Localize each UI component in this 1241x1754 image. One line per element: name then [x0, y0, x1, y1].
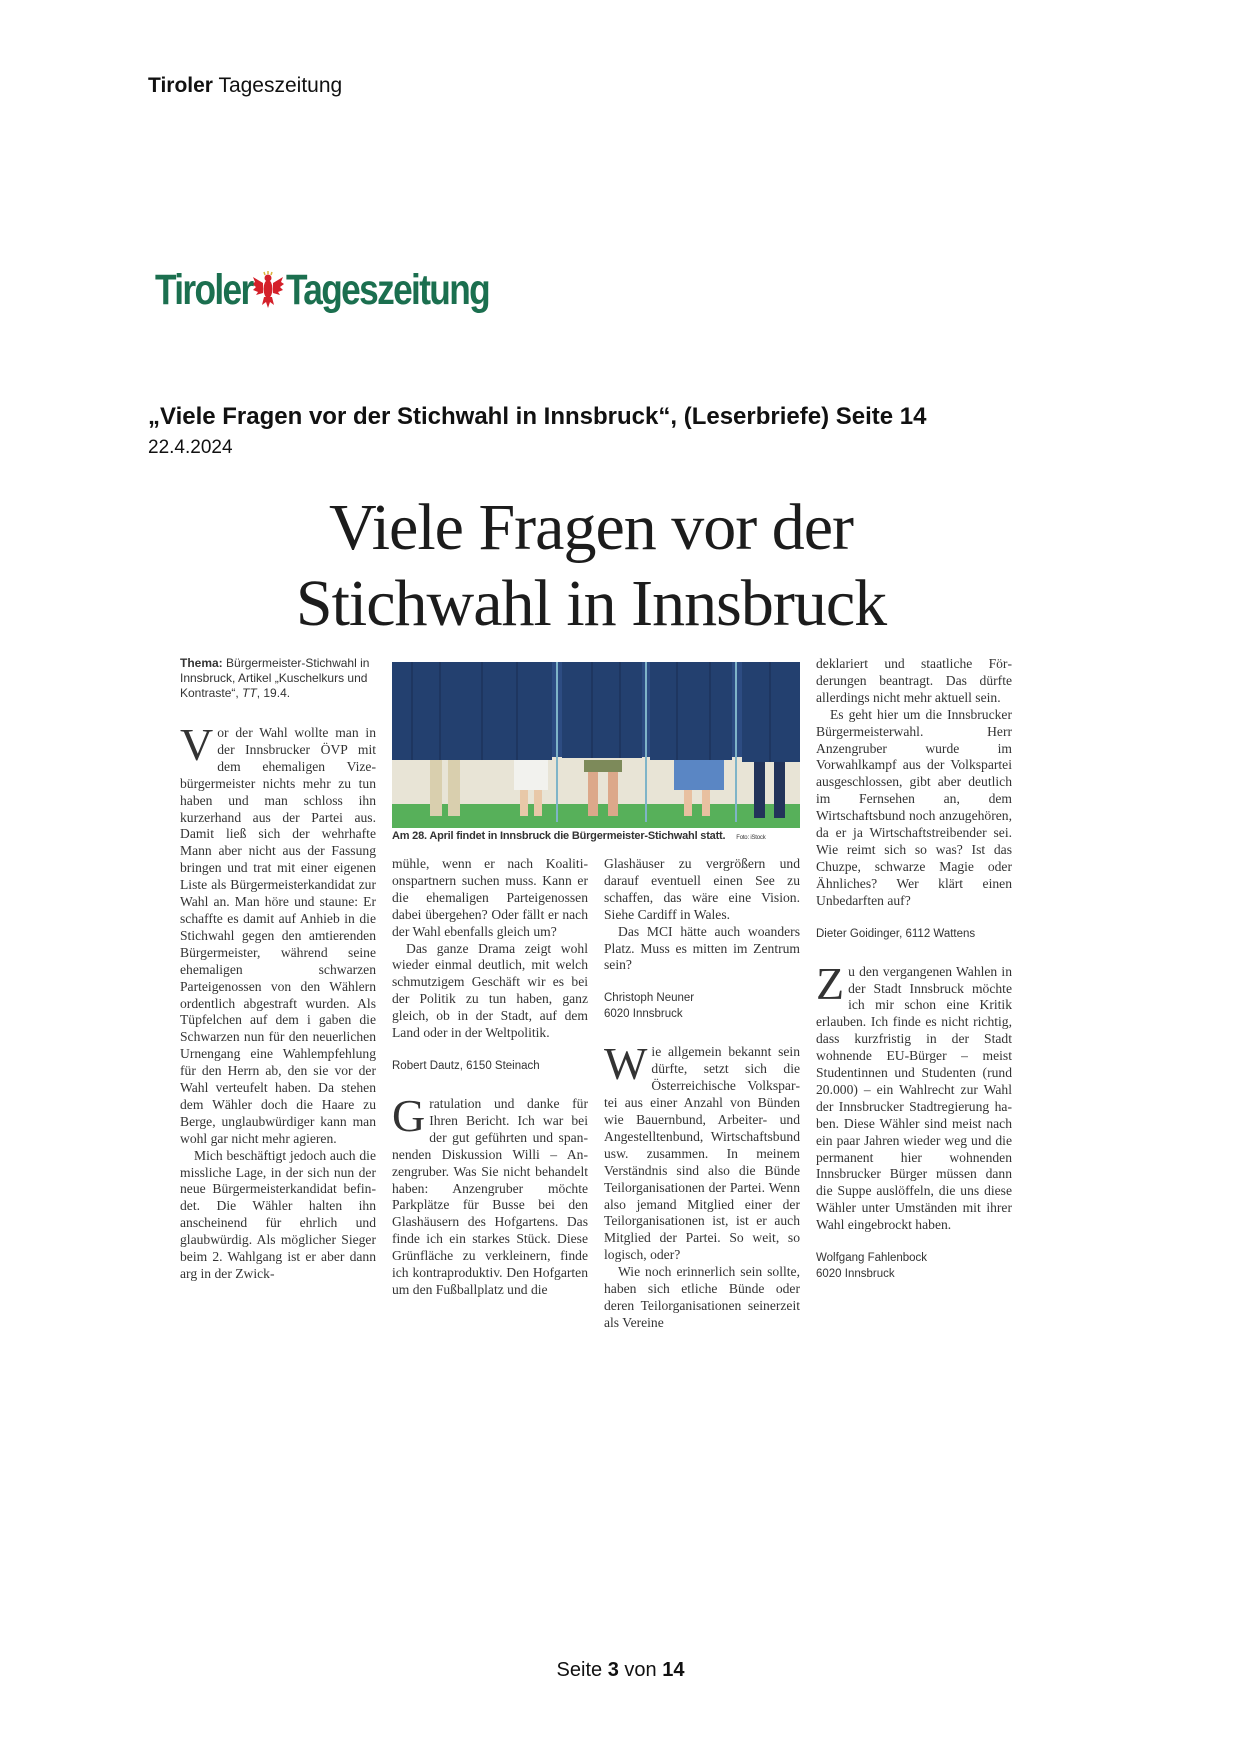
photo-caption — [392, 830, 800, 842]
voting-booths-image — [392, 662, 800, 828]
signature-line: Christoph Neuner — [604, 992, 695, 1005]
article-column-2 — [392, 856, 588, 1299]
page-header-brand — [148, 74, 342, 98]
letter-3-paragraph: Es geht hier um die Innsbrucker Bürgermeisterwahl. Herr Anzengruber wurde im Vorwahlkampf aus der Volkspartei ausgeschlossen, gibt aber deutlich im Fernsehen an, dem Wirtschaftsbund noch anzugehören, da er ja Wirtschaftstreibender sei. Wie reimt sich so was? Ist das Chuzpe, schwarze Magie oder Ähnliches? Wer klärt einen Unbedarften auf? — [816, 706, 1012, 908]
letter-2-paragraph: Gratulation und danke für Ihren Bericht. Ich war bei der gut geführten und spannenden Diskussion Willi – Anzengruber. Was Sie nicht behandelt haben: Anzengruber möchte Parkplätze für Busse bei den Glashäusern des Hofgartens. Das finde ich ein starkes Stück. Diese Grünfläche zu verkleinern, finde ich kontraproduktiv. Den Hofgarten um den Fußballplatz und die — [392, 1089, 588, 1297]
logo-word-tageszeitung: Tageszeitung — [286, 265, 490, 314]
article-column-1 — [180, 656, 376, 1283]
total-pages: 14 — [662, 1659, 685, 1681]
letter-2-paragraph: Das MCI hätte auch woanders Platz. Muss es mitten im Zentrum sein? — [604, 923, 800, 973]
letter-3-paragraph: Wie allgemein bekannt sein dürfte, setzt sich die Österreichische Volkspartei aus einer Anzahl von Bünden wie Bauernbund, Arbeiter- und Angestelltenbund, Wirtschaftsbund usw. zusammen. In meinem Verständnis sind also die Bünde Teilorganisationen der Partei. Wenn also jemand Mitglied einer der Teilorganisationen ist, ist er auch Mitglied der Partei. So weit, so logisch, oder? — [604, 1038, 800, 1263]
letter-1-paragraph: mühle, wenn er nach Koalitionspartnern suchen muss. Kann er die ehemaligen Parteigenossen dabei übergehen? Oder fällt er nach der Wahl ebenfalls gleich um? — [392, 856, 588, 939]
topic-text: Bürgermeister-Stichwahl in Innsbruck, Artikel „Kuschelkurs und Kontraste“, — [180, 656, 370, 700]
dropcap: G — [392, 1089, 426, 1141]
article-headline-line2: Stichwahl in Innsbruck — [295, 567, 887, 640]
tyrolean-eagle-icon — [252, 271, 284, 309]
dropcap: V — [180, 719, 214, 770]
letter-3-paragraph: Wie noch erinnerlich sein sollte, haben sich etliche Bünde oder deren Teilorganisationen seinerzeit als Vereine — [604, 1264, 800, 1330]
topic-note — [180, 656, 376, 701]
letter-1-paragraph: Das ganze Drama zeigt wohl wieder einmal deutlich, mit welch schmutzigem Geschäft wir es bei der Politik zu tun haben, ganz gleich, ob in der Stadt, auf dem Land oder in der Weltpolitik. — [392, 940, 588, 1041]
letter-1-paragraph: Mich beschäftigt jedoch auch die missliche Lage, in der sich nun der neue Bürgermeisterkandidat befindet. Die Wähler halten ihn anscheinend für ehrlich und glaubwürdig. Als möglicher Sieger beim 2. Wahlgang ist er aber dann arg in der Zwick- — [180, 1147, 376, 1281]
brand-regular: Tageszeitung — [218, 74, 343, 97]
signature-line: 6020 Innsbruck — [816, 1268, 895, 1281]
logo-word-tiroler: Tiroler — [155, 265, 253, 314]
letter-1-paragraph: Vor der Wahl wollte man in der Innsbrucker ÖVP mit dem ehemaligen Vizebürgermeister nichts mehr zu tun haben und man schloss ihn kurzerhand aus der Partei aus. Damit ließ sich der wehrhafte Mann aber nicht aus der Fassung bringen und trat mit einer eigenen Liste als Bürgermeisterkandidat zur Wahl an. Man höre und staune: Er schaffte es damit auf Anhieb in die Stichwahl gegen den amtierenden Bürgermeister, während seine ehemaligen schwarzen Parteigenossen von den Wählern ordentlich abgestraft wurden. Als Tüpfelchen auf dem i gaben die Schwarzen nun für den neuerlichen Urnengang eine Wahlempfehlung für den Herrn ab, den sie vor der Wahl verteufelt haben. Da stehen dem Wähler doch die Haare zu Berge, unglaubwürdiger kann man wohl gar nicht mehr agieren. — [180, 719, 376, 1146]
topic-source: TT — [242, 686, 257, 700]
letter-2-signature — [604, 990, 800, 1022]
letter-3-paragraph: deklariert und staatliche Förderungen beantragt. Das dürfte allerdings nicht mehr aktuell sein. — [816, 656, 1012, 705]
signature-line: 6020 Innsbruck — [604, 1008, 683, 1021]
newspaper-logo — [155, 262, 490, 318]
document-date: 22.4.2024 — [148, 437, 233, 458]
dropcap: Z — [816, 957, 845, 1009]
article-headline-line1: Viele Fragen vor der — [329, 491, 853, 564]
article-column-4 — [816, 656, 1012, 1304]
signature-line: Dieter Goidinger, 6112 Wattens — [816, 927, 976, 940]
article-column-3 — [604, 856, 800, 1332]
letter-1-signature — [392, 1058, 588, 1074]
page-number-footer — [0, 1659, 1241, 1682]
letter-3-signature — [816, 926, 1012, 942]
caption-text: Am 28. April findet in Innsbruck die Bürgermeister-Stichwahl statt. — [392, 830, 726, 842]
newspaper-clipping — [160, 490, 1022, 1370]
topic-date: , 19.4. — [256, 686, 291, 700]
letter-4-paragraph: Zu den vergangenen Wahlen in der Stadt Innsbruck möchte ich mir schon eine Kritik erlauben. Ich finde es nicht richtig, dass kurzfristig in der Stadt wohnende EU-Bürger – meist Studentinnen und Studenten (rund 20.000) – ein Wahlrecht zur Wahl der Innsbrucker Stadtregierung haben. Diese Wähler sind meist nach ein paar Jahren wieder weg und die permanent hier wohnenden Innsbrucker Bürger müssen dann die Suppe auslöffeln, die uns diese Wähler unter Umständen mit ihrer Wahl eingebrockt haben. — [816, 957, 1012, 1233]
document-title: „Viele Fragen vor der Stichwahl in Innsbruck“, (Leserbriefe) Seite 14 — [148, 403, 927, 430]
article-photo-voting-booths — [392, 662, 800, 828]
dropcap: W — [604, 1038, 648, 1090]
current-page: 3 — [607, 1659, 619, 1681]
page-separator: von — [624, 1659, 657, 1681]
letter-4-signature — [816, 1250, 1012, 1282]
brand-bold: Tiroler — [148, 74, 213, 97]
signature-line: Robert Dautz, 6150 Steinach — [392, 1059, 540, 1072]
photo-credit: Foto: iStock — [736, 835, 766, 841]
letter-2-paragraph: Glashäuser zu vergrößern und darauf eventuell einen See zu schaffen, das wäre eine Vision. Siehe Cardiff in Wales. — [604, 856, 800, 922]
topic-label: Thema: — [180, 656, 223, 670]
signature-line: Wolfgang Fahlenbock — [816, 1252, 928, 1265]
page-label: Seite — [556, 1659, 603, 1681]
